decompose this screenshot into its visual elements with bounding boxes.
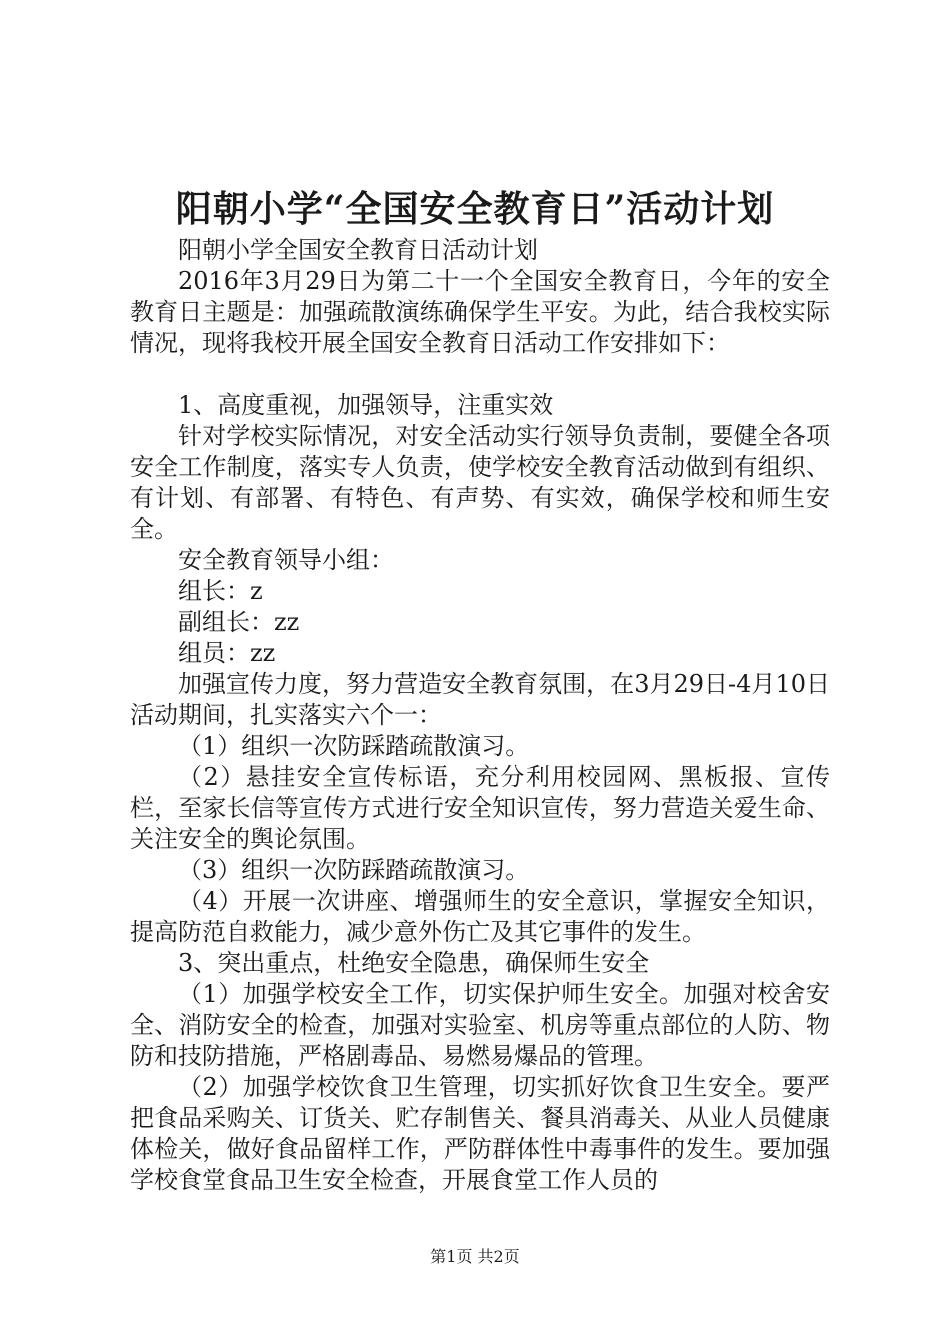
document-title: 阳朝小学“全国安全教育日”活动计划 (175, 188, 775, 230)
list-item-3: （3）组织一次防踩踏疏散演习。 (178, 856, 530, 884)
safety-item-1: （1）加强学校安全工作，切实保护师生安全。加强对校舍安全、消防安全的检查，加强对实验室、机房等重点部位的人防、物防和技防措施，严格剧毒品、易燃易爆品的管理。 (130, 980, 830, 1070)
list-item-1: （1）组织一次防踩踏疏散演习。 (178, 732, 530, 760)
group-leader: 组长：z (178, 577, 263, 605)
list-item-4: （4）开展一次讲座、增强师生的安全意识，掌握安全知识，提高防范自救能力，减少意外伤亡及其它事件的发生。 (130, 887, 830, 946)
subtitle-paragraph: 阳朝小学全国安全教育日活动计划 (178, 236, 538, 264)
safety-item-2: （2）加强学校饮食卫生管理，切实抓好饮食卫生安全。要严把食品采购关、订货关、贮存制售关、餐具消毒关、从业人员健康体检关，做好食品留样工作，严防群体性中毒事件的发生。要加强学校食堂食品卫生安全检查，开展食堂工作人员的 (130, 1073, 830, 1194)
group-deputy: 副组长：zz (178, 608, 300, 636)
document-body (130, 235, 830, 1196)
paragraph-publicity: 加强宣传力度，努力营造安全教育氛围，在3月29日-4月10日活动期间，扎实落实六个一： (130, 670, 830, 729)
section-heading-3: 3、突出重点，杜绝安全隐患，确保师生安全 (178, 949, 650, 977)
paragraph-leadership: 针对学校实际情况，对安全活动实行领导负责制，要健全各项安全工作制度，落实专人负责，使学校安全教育活动做到有组织、有计划、有部署、有特色、有声势、有实效，确保学校和师生安全。 (130, 422, 830, 543)
intro-paragraph: 2016年3月29日为第二十一个全国安全教育日，今年的安全教育日主题是：加强疏散演练确保学生平安。为此，结合我校实际情况，现将我校开展全国安全教育日活动工作安排如下： (130, 267, 830, 357)
group-heading: 安全教育领导小组： (178, 546, 394, 574)
group-members: 组员：zz (178, 639, 276, 667)
list-item-2: （2）悬挂安全宣传标语，充分利用校园网、黑板报、宣传栏，至家长信等宣传方式进行安全知识宣传，努力营造关爱生命、关注安全的舆论氛围。 (130, 763, 830, 853)
page-number-footer: 第1页 共2页 (430, 1247, 520, 1266)
section-heading-1: 1、高度重视，加强领导，注重实效 (178, 391, 554, 419)
